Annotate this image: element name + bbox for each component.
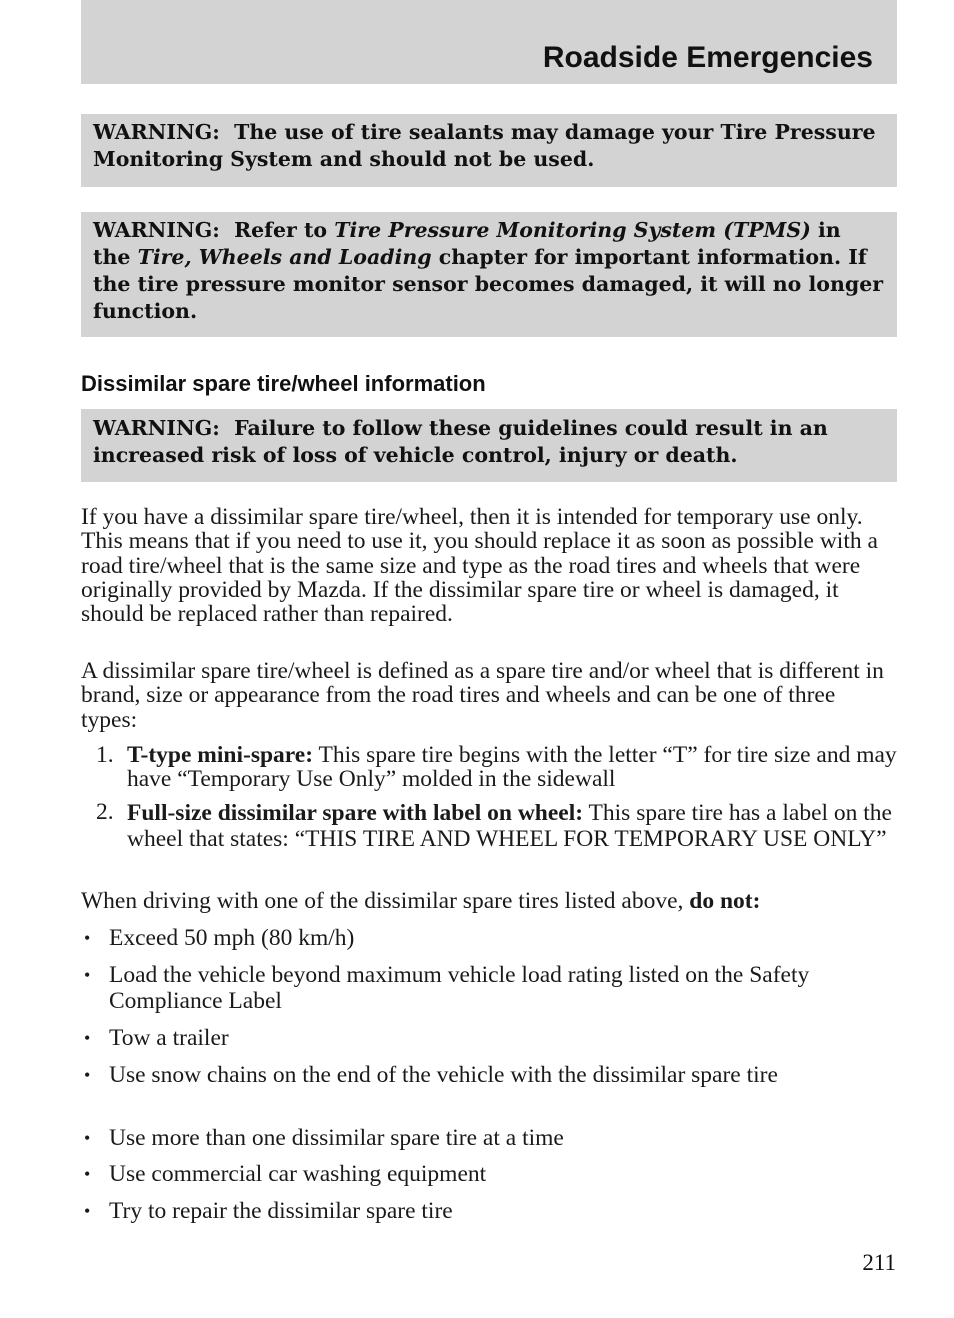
list-item-description: This spare tire begins with the letter “T” for tire size and may have “Temporary Use Only” molded in the sidewall bbox=[127, 742, 897, 793]
list-item-term: Full-size dissimilar spare with label on wheel: bbox=[127, 800, 584, 826]
list-item-description: This spare tire has a label on the wheel that states: “THIS TIRE AND WHEEL FOR TEMPORARY USE ONLY” bbox=[127, 800, 892, 852]
paragraph-text: If you have a dissimilar spare tire/wheel, then it is intended for temporary use only. This means that if you need to use it, you should replace it as soon as possible with a road tire/wheel that is the same size and type as the road tires and wheels that were originally provided by Mazda. If the dissimilar spare tire or wheel is damaged, it should be replaced rather than repaired. bbox=[81, 504, 878, 628]
bullet-icon: • bbox=[84, 1201, 91, 1221]
chapter-title: Roadside Emergencies bbox=[542, 41, 873, 74]
bullet-text: Tow a trailer bbox=[109, 1025, 229, 1051]
bullet-text: Use more than one dissimilar spare tire at a time bbox=[109, 1125, 564, 1151]
bullet-text: Load the vehicle beyond maximum vehicle load rating listed on the Safety Compliance Label bbox=[109, 962, 810, 1014]
bullet-icon: • bbox=[84, 1128, 91, 1148]
warning-reference-tpms: Tire Pressure Monitoring System (TPMS) bbox=[334, 218, 811, 242]
list-item-text bbox=[127, 800, 897, 852]
paragraph-emphasis: do not: bbox=[689, 888, 761, 914]
warning-text: The use of tire sealants may damage your Tire Pressure Monitoring System and should not be used. bbox=[93, 120, 876, 171]
warning-lead: WARNING: bbox=[93, 218, 220, 242]
bullet-icon: • bbox=[84, 1065, 91, 1085]
bullet-icon: • bbox=[84, 928, 91, 948]
warning-text: in the bbox=[93, 218, 841, 269]
paragraph-temporary-use bbox=[81, 505, 897, 626]
page-number: 211 bbox=[862, 1250, 896, 1275]
warning-lead: WARNING: bbox=[93, 120, 220, 144]
warning-box-tire-sealants bbox=[81, 114, 897, 187]
bullet-text: Use snow chains on the end of the vehicle with the dissimilar spare tire bbox=[109, 1062, 778, 1088]
bullet-icon: • bbox=[84, 1028, 91, 1048]
warning-text: Failure to follow these guidelines could result in an increased risk of loss of vehicle control, injury or death. bbox=[93, 416, 828, 467]
paragraph-text: When driving with one of the dissimilar spare tires listed above, bbox=[81, 888, 684, 914]
list-item-term: T-type mini-spare: bbox=[127, 742, 314, 768]
bullet-text: Exceed 50 mph (80 km/h) bbox=[109, 925, 355, 951]
bullet-text: Try to repair the dissimilar spare tire bbox=[109, 1198, 453, 1224]
warning-lead: WARNING: bbox=[93, 416, 220, 440]
paragraph-text: A dissimilar spare tire/wheel is defined as a spare tire and/or wheel that is different in brand, size or appearance from the road tires and wheels and can be one of three types: bbox=[81, 658, 884, 733]
list-number: 1. bbox=[96, 742, 114, 768]
warning-text: Refer to bbox=[234, 218, 328, 242]
bullet-icon: • bbox=[84, 965, 91, 985]
warning-box-tpms bbox=[81, 212, 897, 337]
list-number: 2. bbox=[96, 799, 114, 825]
paragraph-definition bbox=[81, 659, 897, 732]
bullet-text: Use commercial car washing equipment bbox=[109, 1161, 487, 1187]
paragraph-driving bbox=[81, 889, 897, 913]
chapter-header bbox=[81, 0, 897, 84]
warning-box-guidelines bbox=[81, 409, 897, 482]
warning-reference-chapter: Tire, Wheels and Loading bbox=[137, 245, 432, 269]
warning-text: chapter for important information. If the tire pressure monitor sensor becomes damaged, it will no longer function. bbox=[93, 245, 884, 323]
list-item-text bbox=[127, 743, 897, 792]
bullet-icon: • bbox=[84, 1164, 91, 1184]
section-heading: Dissimilar spare tire/wheel information bbox=[81, 371, 486, 396]
